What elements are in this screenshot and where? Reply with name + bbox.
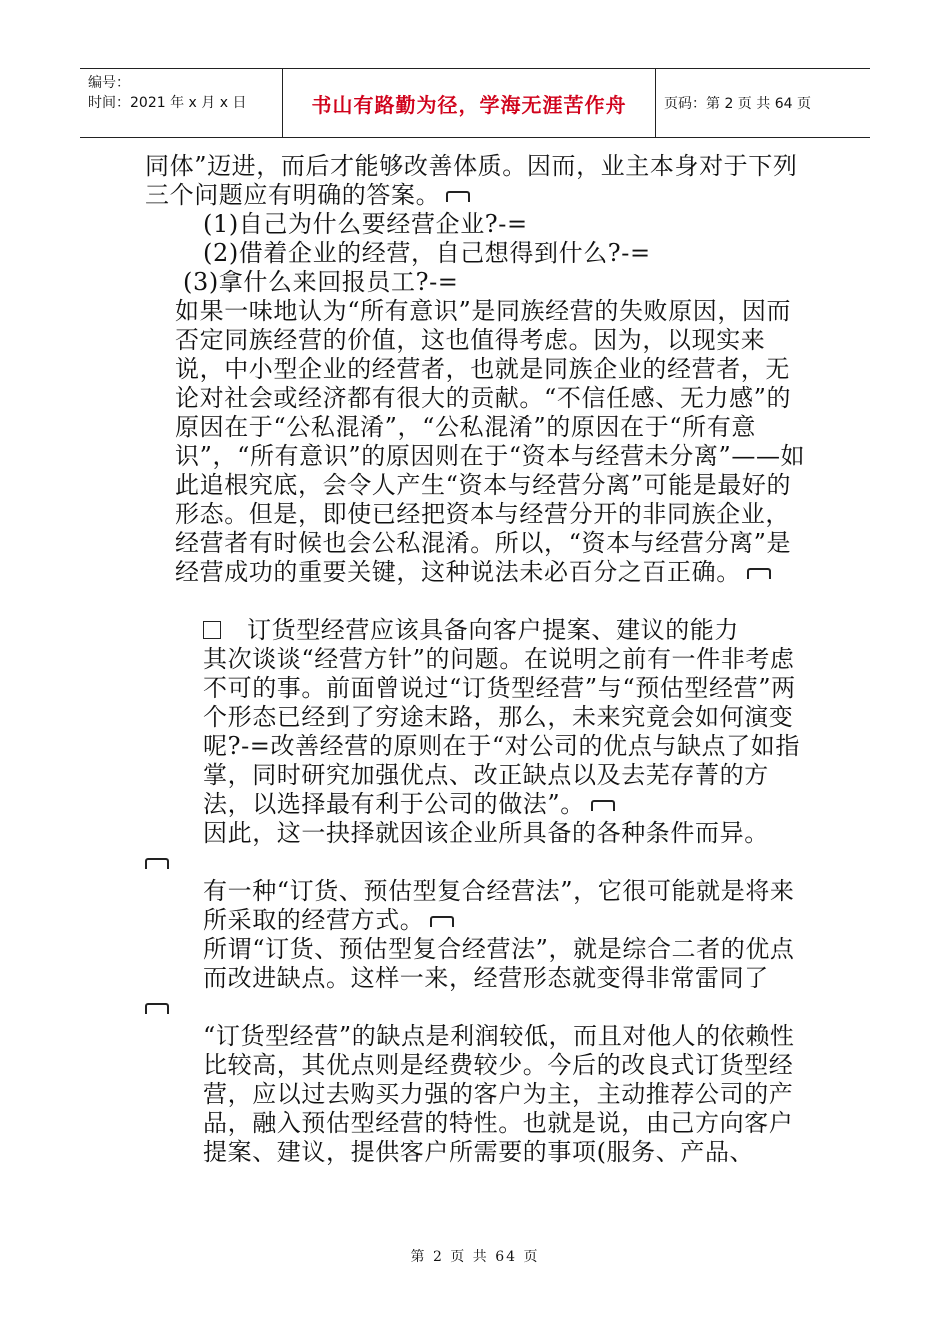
return-mark-icon	[591, 800, 615, 811]
header-page-info: 页码：第 2 页 共 64 页	[664, 96, 811, 112]
return-mark-icon	[145, 1003, 169, 1014]
question-2: (2)借着企业的经营，自己想得到什么?-=	[203, 239, 651, 267]
header-meta	[80, 69, 282, 137]
paragraph-7: “订货型经营”的缺点是利润较低，而且对他人的依赖性比较高，其优点则是经费较少。今后的改良式订货型经营，应以过去购买力强的客户为主，主动推荐公司的产品，融入预估型经营的特性。也就是说，由己方向客户提案、建议，提供客户所需要的事项(服务、产品、	[203, 1022, 795, 1166]
mark-line	[145, 848, 810, 877]
return-mark-icon	[747, 568, 771, 579]
blank-line	[145, 587, 810, 616]
number-label: 编号：	[88, 75, 130, 91]
header-motto: 书山有路勤为径，学海无涯苦作舟	[282, 69, 656, 137]
paragraph-4: 因此，这一抉择就因该企业所具备的各种条件而异。	[203, 819, 769, 847]
page-footer: 第 2 页 共 64 页	[410, 1249, 540, 1265]
mark-line	[145, 993, 810, 1022]
section-heading: 订货型经营应该具备向客户提案、建议的能力	[145, 616, 810, 645]
paragraph-5: 有一种“订货、预估型复合经营法”，它很可能就是将来所采取的经营方式。	[203, 877, 795, 934]
return-mark-icon	[145, 858, 169, 869]
paragraph-3: 其次谈谈“经营方针”的问题。在说明之前有一件非考虑不可的事。前面曾说过“订货型经营”与“预估型经营”两个形态已经到了穷途末路，那么，未来究竟会如何演变呢?-=改善经营的原则在于“对公司的优点与缺点了如指掌，同时研究加强优点、改正缺点以及去芜存菁的方法，以选择最有利于公司的做法”。	[203, 645, 800, 818]
question-1: (1)自己为什么要经营企业?-=	[203, 210, 528, 238]
return-mark-icon	[446, 191, 470, 202]
date-label: 时间：2021 年 x 月 x 日	[88, 95, 247, 111]
question-3: (3)拿什么来回报员工?-=	[183, 268, 459, 296]
document-body	[145, 152, 810, 1167]
paragraph-1: 同体”迈进，而后才能够改善体质。因而，业主本身对于下列三个问题应有明确的答案。	[145, 152, 798, 209]
return-mark-icon	[430, 916, 454, 927]
page-header	[80, 68, 870, 138]
checkbox-icon	[203, 621, 221, 639]
paragraph-2: 如果一味地认为“所有意识”是同族经营的失败原因，因而否定同族经营的价值，这也值得考虑。因为，以现实来说，中小型企业的经营者，也就是同族企业的经营者，无论对社会或经济都有很大的贡献。“不信任感、无力感”的原因在于“公私混淆”，“公私混淆”的原因在于“所有意识”，“所有意识”的原因则在于“资本与经营未分离”——如此追根究底，会令人产生“资本与经营分离”可能是最好的形态。但是，即使已经把资本与经营分开的非同族企业，经营者有时候也会公私混淆。所以，“资本与经营分离”是经营成功的重要关键，这种说法未必百分之百正确。	[175, 297, 806, 586]
paragraph-6: 所谓“订货、预估型复合经营法”，就是综合二者的优点而改进缺点。这样一来，经营形态就变得非常雷同了	[203, 935, 795, 992]
